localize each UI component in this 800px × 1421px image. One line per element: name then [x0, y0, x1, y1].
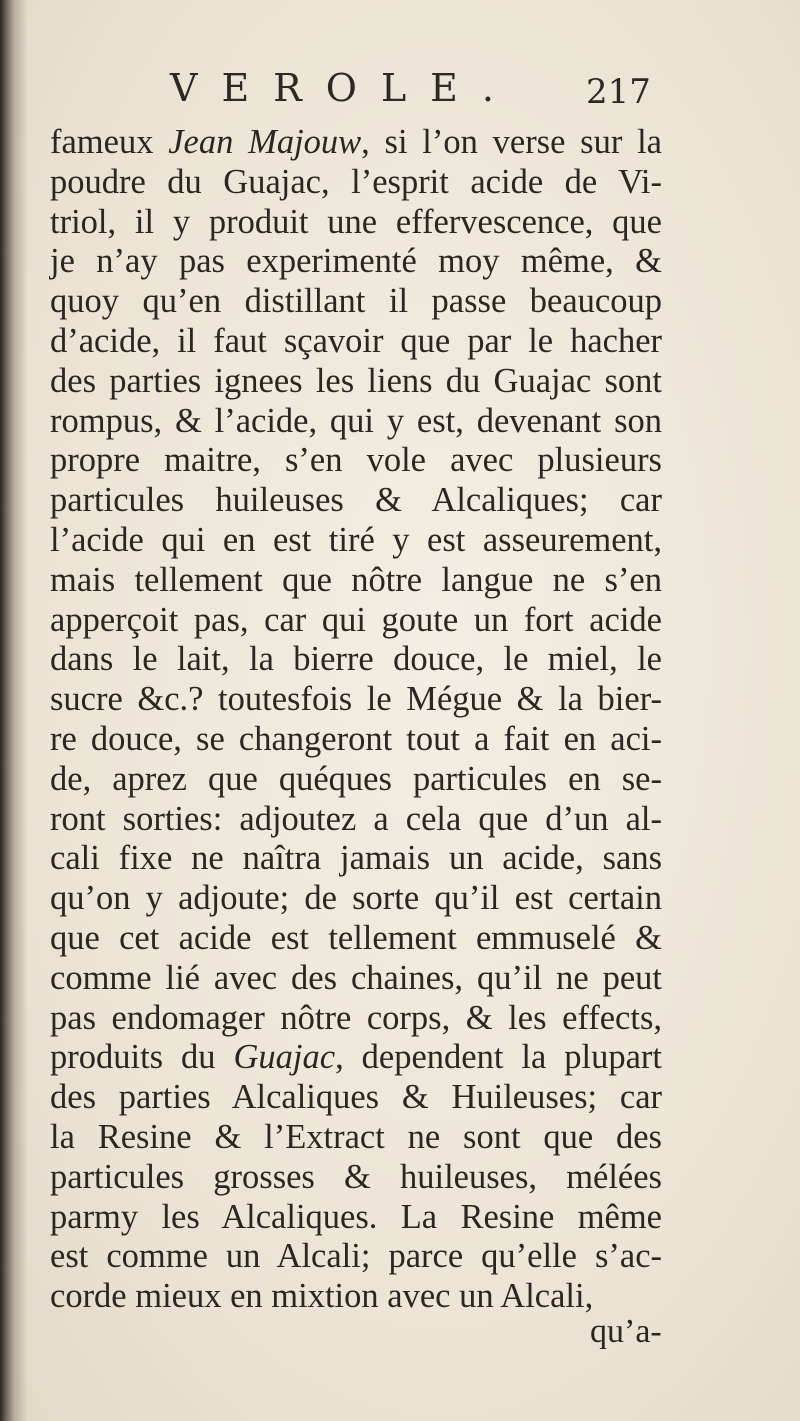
- text-line: rompus, & l’acide, qui y est, devenant son: [50, 401, 662, 440]
- text-line: apperçoit pas, car qui goute un fort acide: [50, 600, 662, 639]
- text-line: sucre &c.? toutesfois le Mégue & la bier-: [50, 680, 662, 719]
- text-line: particules huileuses & Alcaliques; car: [50, 481, 662, 520]
- catchword: qu’a-: [590, 1313, 662, 1350]
- text-line: cali fixe ne naîtra jamais un acide, sans: [50, 839, 662, 878]
- text-line: poudre du Guajac, l’esprit acide de Vi-: [50, 162, 662, 201]
- running-head: [0, 66, 800, 126]
- text-line: propre maitre, s’en vole avec plusieurs: [50, 441, 662, 480]
- person-name-italic: Jean Majouw: [168, 123, 362, 161]
- text-line: particules grosses & huileuses, mélées: [50, 1157, 662, 1196]
- text-line: je n’ay pas experimenté moy même, &: [50, 242, 662, 281]
- text-line: des parties Alcaliques & Huileuses; car: [50, 1078, 662, 1117]
- text-line: quoy qu’en distillant il passe beaucoup: [50, 282, 662, 321]
- text-line: re douce, se changeront tout a fait en aci-: [50, 719, 662, 758]
- text-line: mais tellement que nôtre langue ne s’en: [50, 560, 662, 599]
- text-line: ront sorties: adjoutez a cela que d’un al-: [50, 799, 662, 838]
- text-line: qu’on y adjoute; de sorte qu’il est certain: [50, 879, 662, 918]
- text-line: dans le lait, la bierre douce, le miel, le: [50, 640, 662, 679]
- body-text: [50, 123, 662, 1317]
- text-segment: , dependent la plupart: [335, 1038, 662, 1077]
- text-line: la Resine & l’Extract ne sont que des: [50, 1117, 662, 1156]
- page-number: 217: [586, 72, 651, 112]
- text-line: l’acide qui en est tiré y est asseurement,: [50, 520, 662, 559]
- text-segment: , si l’on verse sur la: [361, 123, 662, 161]
- text-line: comme lié avec des chaines, qu’il ne peut: [50, 958, 662, 997]
- term-italic: Guajac: [233, 1038, 336, 1077]
- running-title: VEROLE.: [170, 66, 518, 110]
- text-segment: fameux: [50, 123, 169, 161]
- text-line: de, aprez que quéques particules en se-: [50, 759, 662, 798]
- text-line: pas endomager nôtre corps, & les effects,: [50, 998, 662, 1037]
- text-line: est comme un Alcali; parce qu’elle s’ac-: [50, 1237, 662, 1276]
- text-line: triol, il y produit une effervescence, que: [50, 202, 662, 241]
- text-line: parmy les Alcaliques. La Resine même: [50, 1197, 662, 1236]
- binding-gutter: [0, 0, 28, 1421]
- text-line: [50, 1038, 662, 1078]
- text-segment: produits du: [50, 1038, 234, 1077]
- text-line: [50, 123, 662, 163]
- text-line: que cet acide est tellement emmuselé &: [50, 918, 662, 957]
- text-line: des parties ignees les liens du Guajac sont: [50, 361, 662, 400]
- text-line: d’acide, il faut sçavoir que par le hacher: [50, 321, 662, 360]
- text-line: corde mieux en mixtion avec un Alcali,: [50, 1277, 594, 1316]
